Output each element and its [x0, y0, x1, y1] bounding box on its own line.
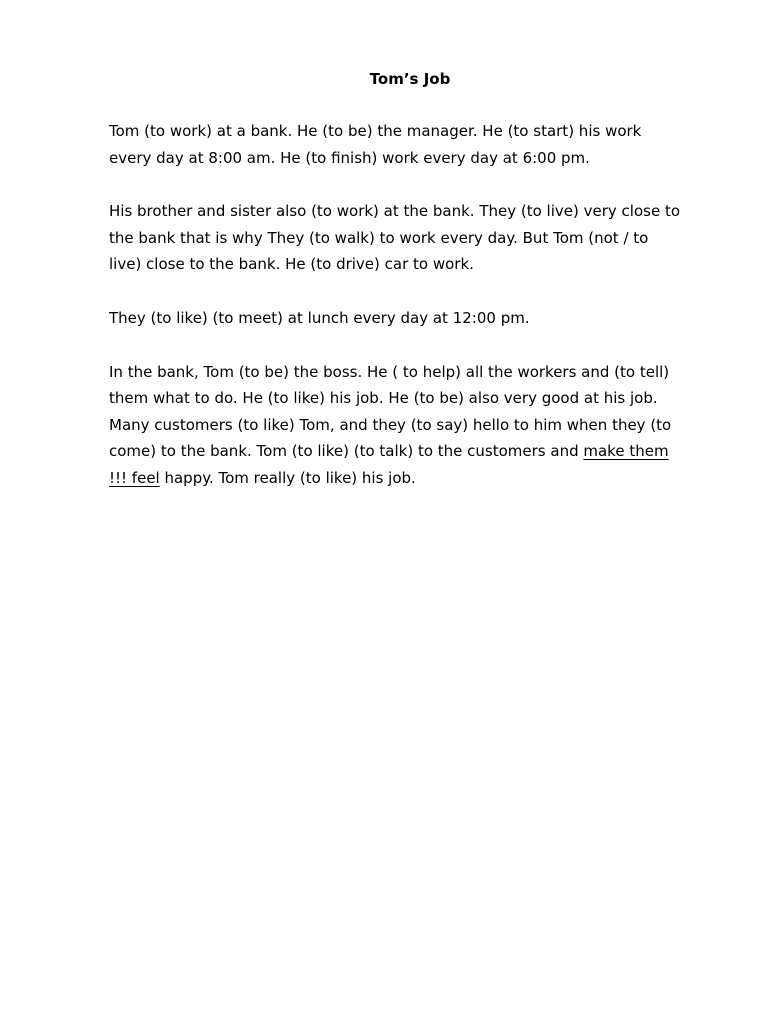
text-line: Many customers (to like) Tom, and they (to say) hello to him when they (to [109, 415, 672, 434]
paragraph-1 [109, 118, 729, 171]
text-run: come) to the bank. Tom (to like) (to talk) to the customers and [109, 442, 584, 461]
paragraph-4 [109, 359, 729, 492]
document-title: Tom’s Job [369, 70, 451, 88]
text-line: They (to like) (to meet) at lunch every day at 12:00 pm. [109, 308, 530, 327]
paragraph-2 [109, 198, 729, 278]
text-run: happy. Tom really (to like) his job. [159, 468, 416, 487]
text-line: live) close to the bank. He (to drive) car to work. [109, 255, 474, 274]
text-line: them what to do. He (to like) his job. He (to be) also very good at his job. [109, 389, 658, 408]
document-body [109, 118, 729, 519]
text-line [109, 438, 729, 465]
paragraph-3 [109, 305, 729, 332]
underlined-text: !!! feel [109, 468, 160, 487]
text-line: His brother and sister also (to work) at the bank. They (to live) very close to [109, 202, 680, 221]
text-line: Tom (to work) at a bank. He (to be) the manager. He (to start) his work [109, 122, 642, 140]
text-line: In the bank, Tom (to be) the boss. He ( to help) all the workers and (to tell) [109, 362, 670, 381]
text-line: every day at 8:00 am. He (to finish) work every day at 6:00 pm. [109, 148, 590, 167]
text-line: the bank that is why They (to walk) to work every day. But Tom (not / to [109, 228, 649, 247]
text-line [109, 465, 729, 492]
underlined-text: make them [583, 442, 669, 461]
